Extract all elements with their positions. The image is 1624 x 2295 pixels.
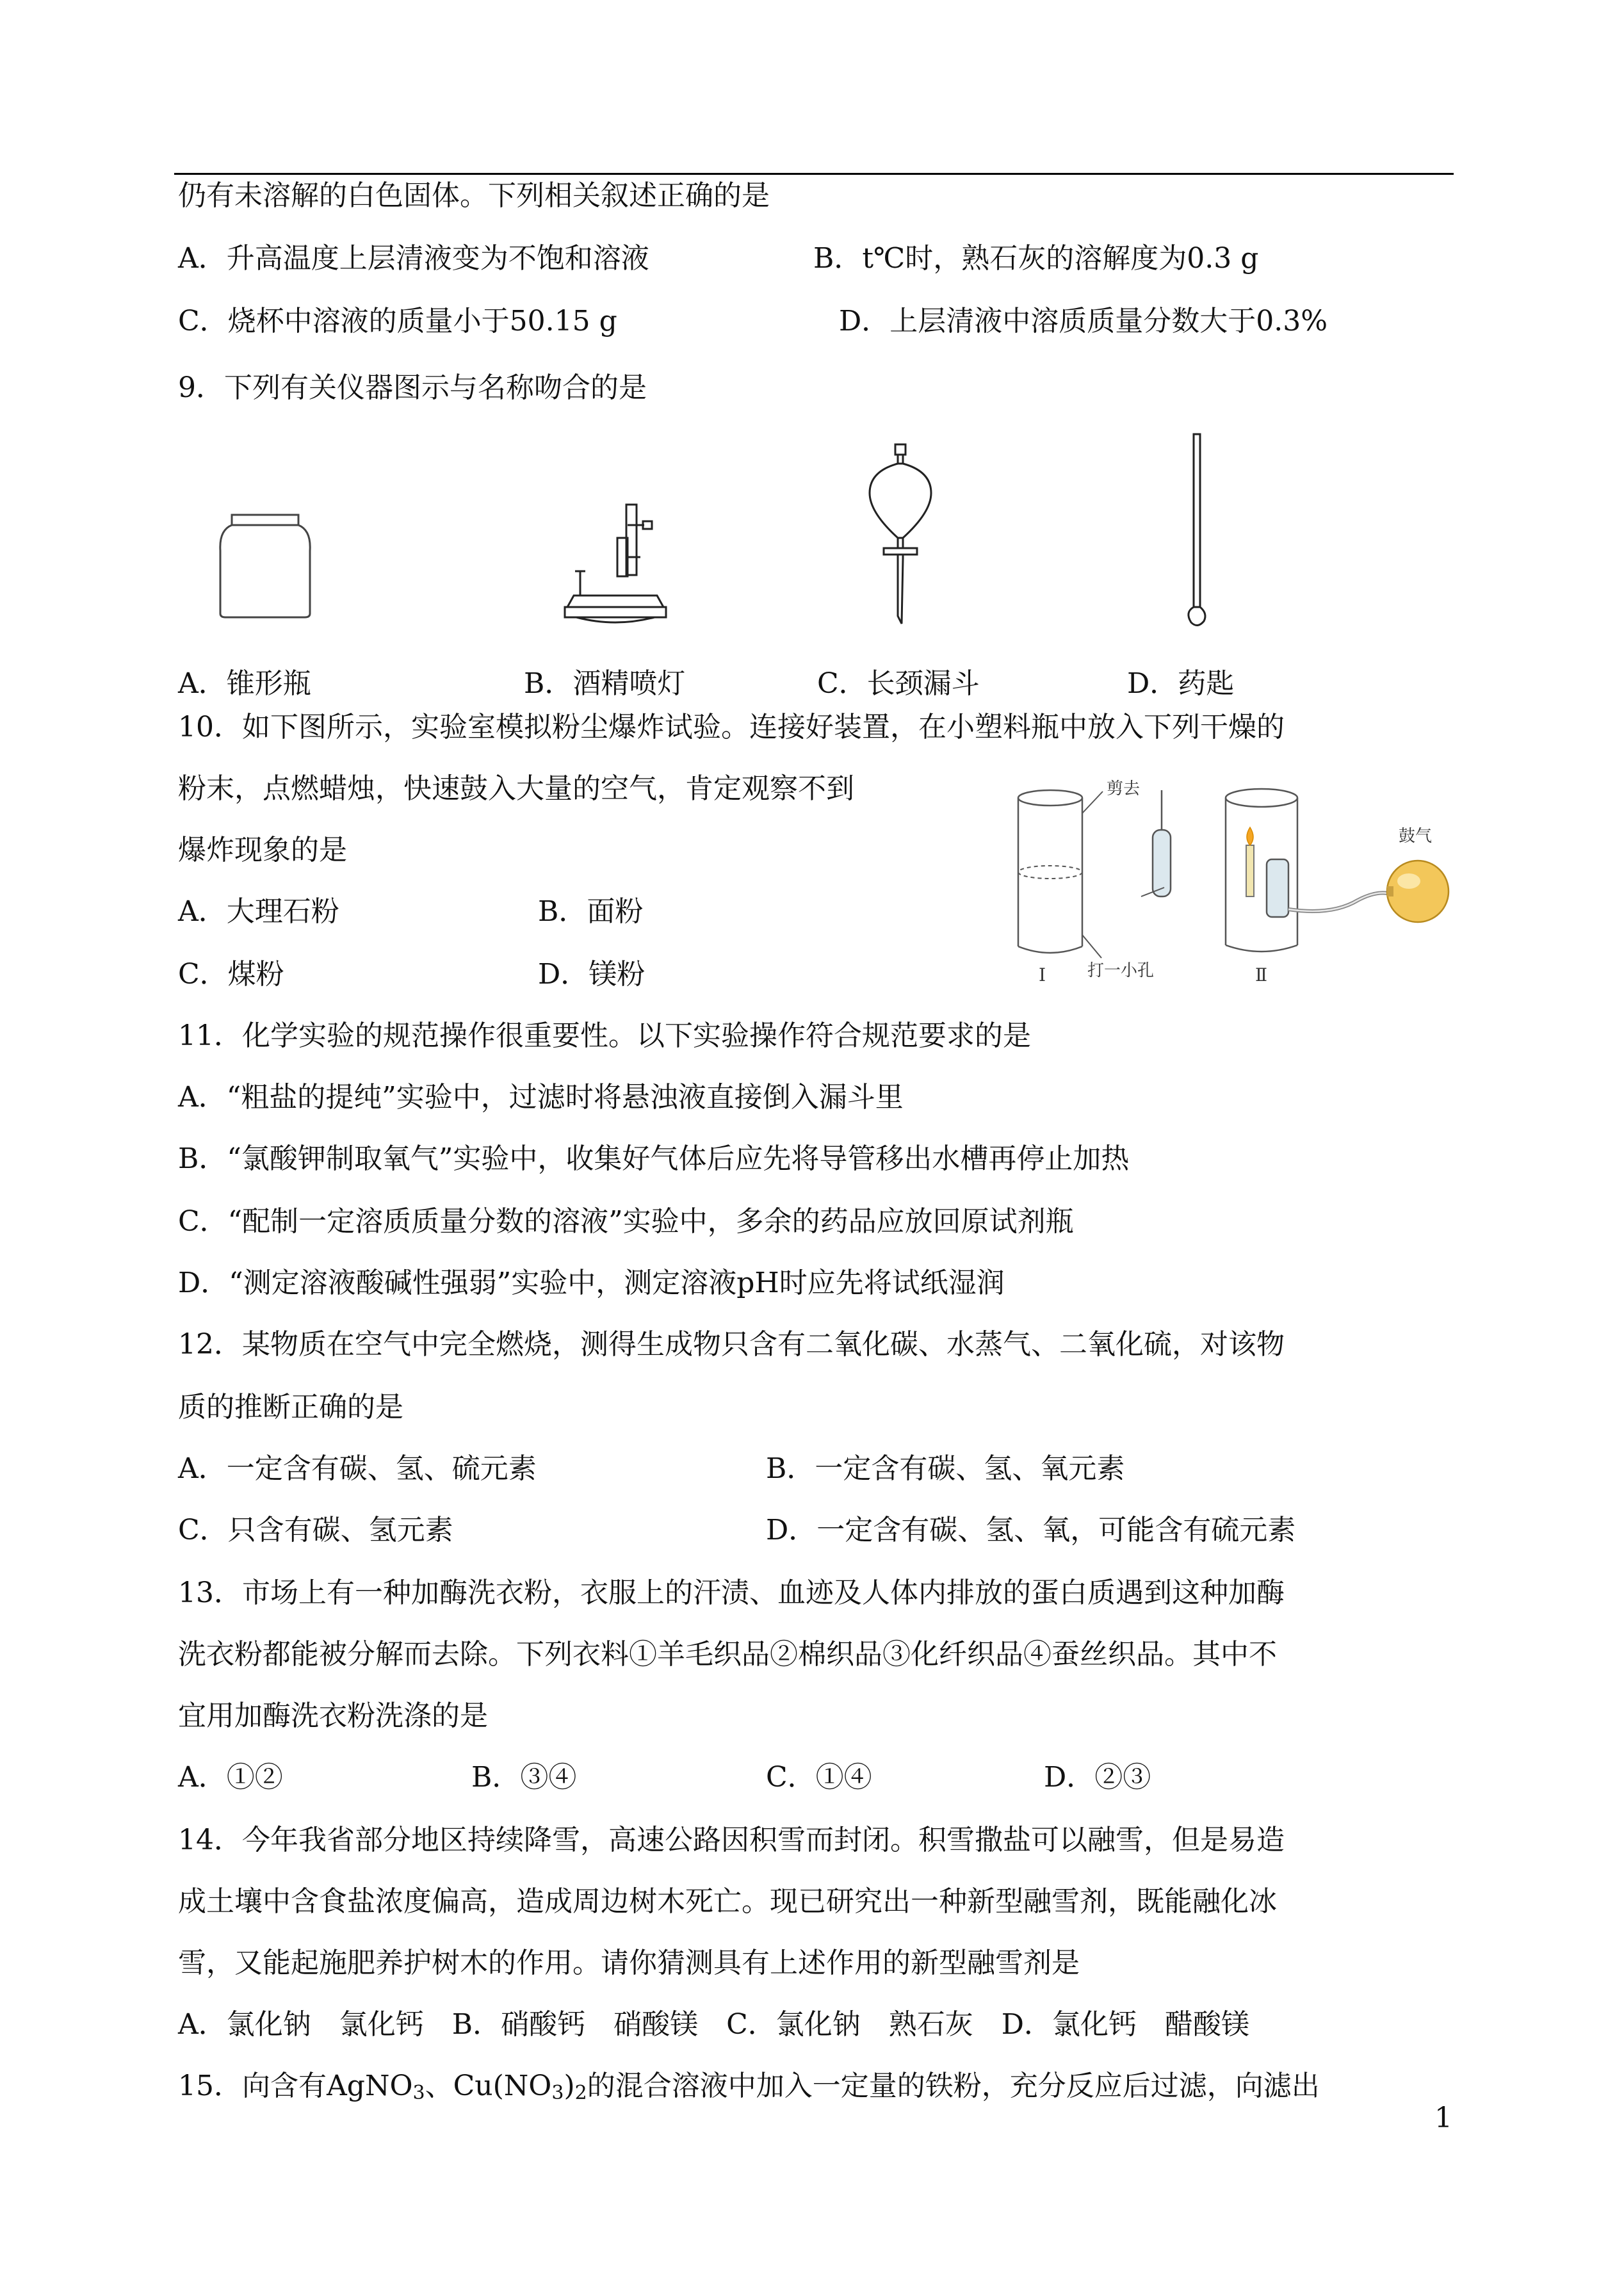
q14-options: A．氯化钠 氯化钙 B．硝酸钙 硝酸镁 C．氯化钠 熟石灰 D．氯化钙 醋酸镁 [178, 2008, 1250, 2041]
q8-option-d: D．上层清液中溶质质量分数大于0.3% [839, 305, 1328, 337]
q13-option-d: D．②③ [1044, 1761, 1151, 1794]
q15-stem-suffix: 的混合溶液中加入一定量的铁粉，充分反应后过滤，向滤出 [587, 2070, 1320, 2102]
figure-label-cut: 剪去 [1107, 779, 1141, 799]
q10-option-d: D．镁粉 [538, 958, 646, 991]
q13-stem-line2: 洗衣粉都能被分解而去除。下列衣料①羊毛织品②棉织品③化纤织品④蚕丝织品。其中不 [178, 1638, 1277, 1671]
q13-stem-line1: 13．市场上有一种加酶洗衣粉，衣服上的汗渍、血迹及人体内排放的蛋白质遇到这种加酶 [178, 1577, 1285, 1609]
q8-option-c: C．烧杯中溶液的质量小于50.15 g [178, 305, 617, 337]
figure-label-i: Ⅰ [1039, 964, 1046, 985]
medicine-spoon-icon [1182, 433, 1214, 631]
q10-option-a: A．大理石粉 [178, 895, 339, 928]
q9-option-b: B．酒精喷灯 [524, 667, 686, 700]
q13-option-a: A．①② [178, 1761, 283, 1794]
q13-option-b: B．③④ [471, 1761, 577, 1794]
q12-option-a: A．一定含有碳、氢、硫元素 [178, 1452, 537, 1485]
formula-silver-nitrate-base: AgNO [327, 2070, 413, 2102]
q12-stem-line2: 质的推断正确的是 [178, 1391, 403, 1423]
q9-option-c: C．长颈漏斗 [817, 667, 980, 700]
q8-stem-continuation: 仍有未溶解的白色固体。下列相关叙述正确的是 [178, 179, 770, 212]
q14-stem-line3: 雪，又能起施肥养护树木的作用。请你猜测具有上述作用的新型融雪剂是 [178, 1947, 1080, 1979]
q13-option-c: C．①④ [766, 1761, 872, 1794]
q12-option-b: B．一定含有碳、氢、氧元素 [766, 1452, 1125, 1485]
page-number: 1 [1434, 2102, 1452, 2134]
q12-stem-line1: 12．某物质在空气中完全燃烧，测得生成物只含有二氧化碳、水蒸气、二氧化硫，对该物 [178, 1328, 1285, 1361]
q12-option-c: C．只含有碳、氢元素 [178, 1514, 453, 1546]
dust-explosion-apparatus-figure [1012, 775, 1460, 1005]
q14-stem-line2: 成土壤中含食盐浓度偏高，造成周边树木死亡。现已研究出一种新型融雪剂，既能融化冰 [178, 1885, 1277, 1918]
q15-stem-prefix: 15．向含有 [178, 2070, 327, 2102]
q11-option-a: A．“粗盐的提纯”实验中，过滤时将悬浊液直接倒入漏斗里 [178, 1081, 904, 1114]
q10-stem-line3: 爆炸现象的是 [178, 834, 347, 866]
q8-option-b: B．t℃时，熟石灰的溶解度为0.3 g [813, 242, 1259, 275]
formula-silver-nitrate [327, 2070, 425, 2102]
formula-copper-nitrate-sub2: 2 [574, 2082, 587, 2104]
figure-label-blow: 鼓气 [1399, 827, 1433, 846]
q15-separator: 、 [425, 2070, 453, 2102]
q15-stem [178, 2068, 1320, 2111]
alcohol-blowtorch-icon [561, 499, 670, 628]
q11-option-b: B．“氯酸钾制取氧气”实验中，收集好气体后应先将导管移出水槽再停止加热 [178, 1142, 1130, 1175]
q10-stem-line1: 10．如下图所示，实验室模拟粉尘爆炸试验。连接好装置，在小塑料瓶中放入下列干燥的 [178, 711, 1285, 743]
q10-option-b: B．面粉 [538, 895, 644, 928]
q10-option-c: C．煤粉 [178, 958, 284, 991]
formula-copper-nitrate-base: Cu(NO [453, 2070, 552, 2102]
q10-stem-line2: 粉末，点燃蜡烛，快速鼓入大量的空气，肯定观察不到 [178, 772, 854, 805]
q8-option-a: A．升高温度上层清液变为不饱和溶液 [178, 242, 649, 275]
q9-option-d: D．药匙 [1127, 667, 1235, 700]
q11-option-c: C．“配制一定溶质质量分数的溶液”实验中，多余的药品应放回原试剂瓶 [178, 1205, 1074, 1238]
q13-stem-line3: 宜用加酶洗衣粉洗涤的是 [178, 1699, 488, 1732]
q14-stem-line1: 14．今年我省部分地区持续降雪，高速公路因积雪而封闭。积雪撒盐可以融雪，但是易造 [178, 1824, 1285, 1856]
separatory-funnel-icon [866, 442, 936, 628]
formula-copper-nitrate [453, 2070, 587, 2102]
header-rule [174, 173, 1454, 175]
formula-copper-nitrate-close: ) [564, 2070, 575, 2102]
formula-silver-nitrate-sub: 3 [412, 2082, 425, 2104]
figure-label-hole: 打一小孔 [1087, 961, 1155, 980]
formula-copper-nitrate-sub1: 3 [551, 2082, 564, 2104]
wide-mouth-bottle-icon [215, 512, 318, 621]
q9-stem: 9．下列有关仪器图示与名称吻合的是 [178, 371, 647, 404]
q9-option-a: A．锥形瓶 [178, 667, 311, 700]
figure-label-ii: Ⅱ [1255, 964, 1268, 985]
q11-stem: 11．化学实验的规范操作很重要性。以下实验操作符合规范要求的是 [178, 1019, 1031, 1052]
q12-option-d: D．一定含有碳、氢、氧，可能含有硫元素 [766, 1514, 1296, 1546]
q11-option-d: D．“测定溶液酸碱性强弱”实验中，测定溶液pH时应先将试纸湿润 [178, 1267, 1005, 1299]
